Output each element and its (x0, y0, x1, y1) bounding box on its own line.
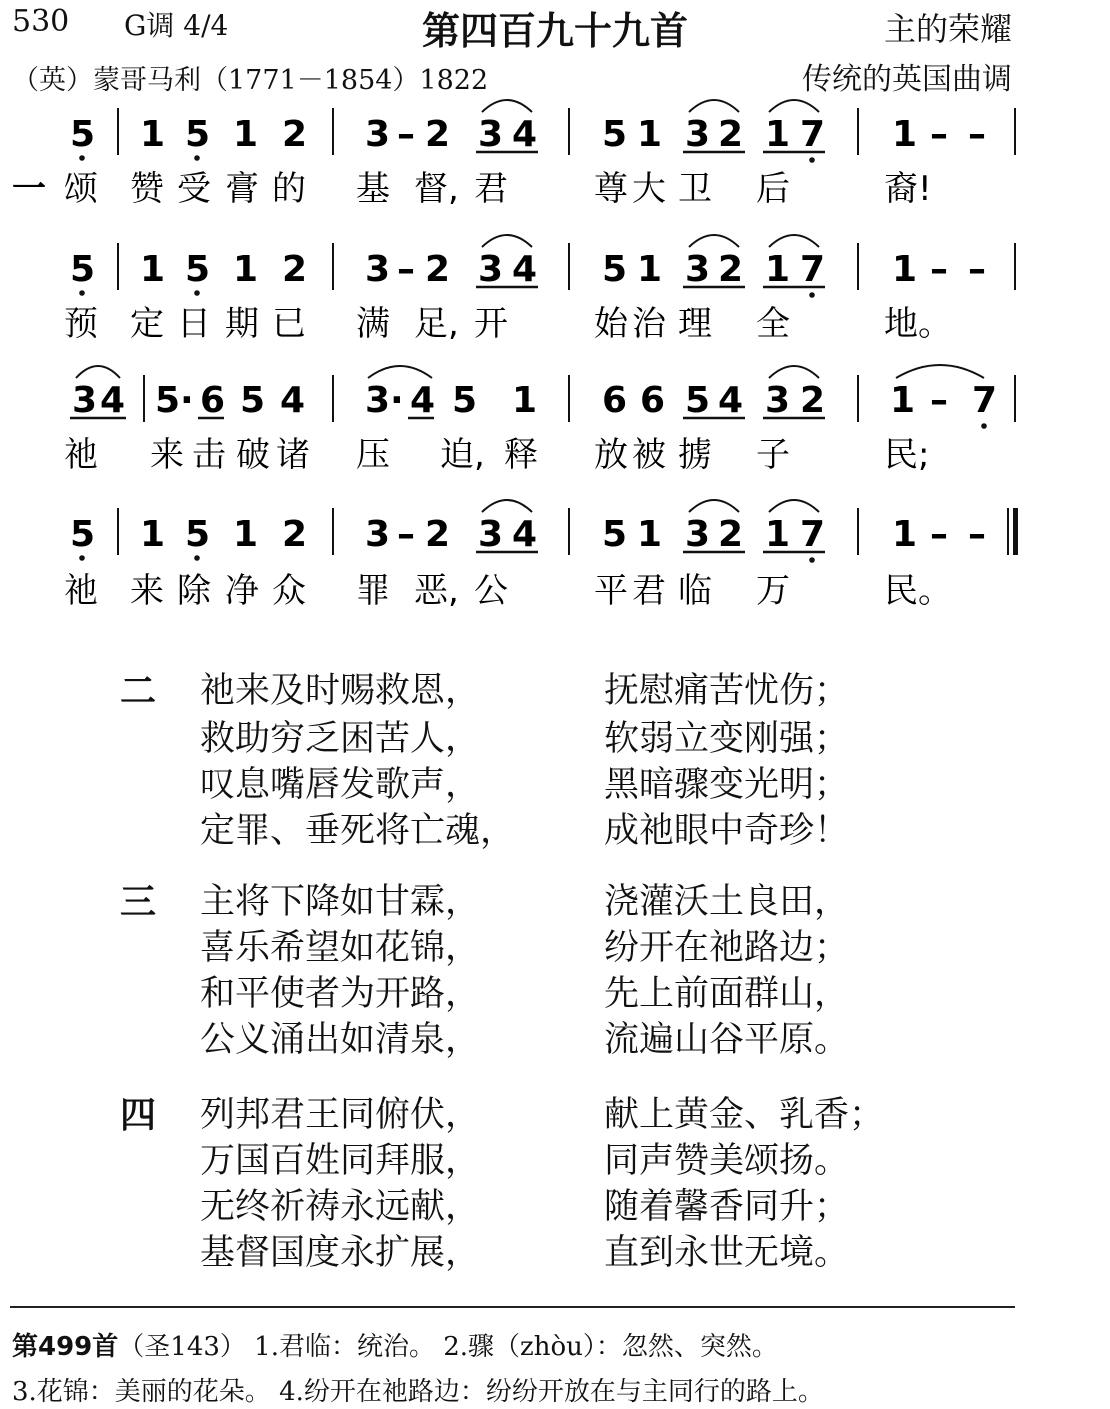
lyric-syllable: 期 (225, 304, 259, 344)
footnote-divider (10, 1306, 1015, 1308)
author-credit: （英）蒙哥马利（1771－1854）1822 (12, 65, 489, 96)
lyric-syllable: 祂 (64, 435, 98, 475)
lyric-syllable: 来 (150, 435, 184, 475)
svg-text:1: 1 (892, 514, 918, 555)
music-line-1 (70, 100, 1015, 163)
verse-line: 定罪、垂死将亡魂， (200, 811, 516, 851)
lyric-syllable: 众 (272, 571, 306, 611)
lyric-syllable: 君 (632, 571, 666, 611)
lyric-syllable: 的 (272, 169, 306, 209)
svg-text:5: 5 (70, 249, 96, 290)
svg-text:5: 5 (155, 380, 181, 421)
lyric-syllable: 颂 (64, 169, 98, 209)
svg-text:3: 3 (365, 514, 391, 555)
svg-text:6: 6 (200, 380, 226, 421)
verse-line: 无终祈祷永远献， (200, 1187, 481, 1227)
svg-text:2: 2 (425, 249, 451, 290)
svg-text:1: 1 (765, 114, 791, 155)
lyric-syllable: 击 (192, 435, 226, 475)
hymn-page-number: 530 (12, 4, 70, 39)
svg-text:4: 4 (100, 380, 126, 421)
verse-line: 祂来及时赐救恩， (200, 671, 481, 711)
lyric-syllable: 受 (177, 169, 211, 209)
footnote-line-2: 3.花锦：美丽的花朵。 4.纷开在祂路边：纷纷开放在与主同行的路上。 (12, 1377, 824, 1407)
svg-text:5: 5 (602, 114, 628, 155)
svg-text:1: 1 (233, 249, 259, 290)
footnote-text: （圣143） 1.君临：统治。 2.骤（zhòu）：忽然、突然。 (118, 1332, 778, 1362)
music-line-3 (70, 365, 1015, 429)
svg-text:–: – (930, 114, 948, 155)
footnote-line-1 (12, 1326, 778, 1363)
svg-text:·: · (390, 380, 404, 421)
verse-number: 三 (120, 882, 157, 923)
verse-line: 软弱立变刚强； (604, 719, 850, 759)
svg-text:5: 5 (185, 514, 211, 555)
lyric-syllable: 诸 (276, 435, 310, 475)
svg-text:3: 3 (365, 114, 391, 155)
svg-text:7: 7 (800, 114, 826, 155)
svg-text:7: 7 (800, 249, 826, 290)
lyric-syllable: 净 (225, 571, 259, 611)
svg-text:2: 2 (718, 249, 744, 290)
verse-line: 和平使者为开路， (200, 974, 481, 1014)
svg-text:5: 5 (602, 249, 628, 290)
lyric-syllable: 治 (632, 304, 666, 344)
tune-credit: 传统的英国曲调 (802, 62, 1012, 97)
verse-line: 先上前面群山， (604, 974, 850, 1014)
lyric-syllable: 赞 (130, 169, 164, 209)
svg-text:2: 2 (425, 114, 451, 155)
lyric-syllable: 罪 (356, 571, 390, 611)
verse-line: 随着馨香同升； (604, 1187, 850, 1227)
lyric-syllable: 破 (236, 435, 270, 475)
music-line-2 (70, 235, 1015, 298)
svg-text:3: 3 (478, 514, 504, 555)
verse-line: 万国百姓同拜服， (200, 1141, 481, 1181)
verse-line: 黑暗骤变光明； (604, 765, 850, 805)
svg-text:6: 6 (602, 380, 628, 421)
svg-text:1: 1 (892, 114, 918, 155)
svg-text:4: 4 (512, 249, 538, 290)
lyric-syllable: 日 (177, 304, 211, 344)
lyric-syllable: 万 (756, 571, 790, 611)
svg-text:5: 5 (685, 380, 711, 421)
svg-text:1: 1 (140, 514, 166, 555)
lyrics-line-1 (64, 169, 932, 209)
svg-text:1: 1 (765, 514, 791, 555)
svg-text:1: 1 (890, 380, 916, 421)
svg-text:3: 3 (685, 514, 711, 555)
svg-text:3: 3 (478, 249, 504, 290)
verse-line: 浇灌沃土良田， (604, 882, 850, 922)
verse-line: 直到永世无境。 (604, 1233, 850, 1273)
lyric-syllable: 基 (356, 169, 390, 209)
verse-number: 二 (120, 671, 157, 712)
stanza-label-one: 一 (12, 169, 46, 209)
lyric-syllable: 除 (177, 571, 211, 611)
svg-text:4: 4 (512, 514, 538, 555)
svg-text:2: 2 (282, 514, 308, 555)
lyrics-line-4 (64, 571, 952, 611)
svg-text:1: 1 (637, 249, 663, 290)
svg-text:5: 5 (70, 514, 96, 555)
verse-line: 基督国度永扩展， (200, 1233, 481, 1273)
svg-text:1: 1 (765, 249, 791, 290)
lyric-syllable: 定 (130, 304, 164, 344)
hymn-title: 第四百九十九首 (421, 9, 688, 53)
svg-text:–: – (968, 114, 986, 155)
lyric-syllable: 卫 (678, 169, 712, 209)
svg-text:3: 3 (478, 114, 504, 155)
verse-line: 流遍山谷平原。 (604, 1020, 850, 1060)
lyric-syllable: 祂 (64, 571, 98, 611)
svg-text:–: – (930, 380, 948, 421)
lyric-syllable: 掳 (678, 435, 712, 475)
svg-text:2: 2 (800, 380, 826, 421)
hymn-subtitle: 主的荣耀 (883, 10, 1012, 48)
svg-text:2: 2 (282, 114, 308, 155)
verse-line: 救助穷乏困苦人， (200, 719, 481, 759)
key-signature: G调 4/4 (124, 9, 229, 42)
svg-text:–: – (397, 249, 415, 290)
lyric-syllable: 满 (356, 304, 390, 344)
verse-line: 献上黄金、乳香； (604, 1095, 885, 1135)
svg-text:–: – (968, 249, 986, 290)
verse-line: 列邦君王同俯伏， (200, 1095, 481, 1135)
svg-text:–: – (930, 514, 948, 555)
svg-text:5: 5 (70, 114, 96, 155)
svg-text:5: 5 (185, 249, 211, 290)
lyric-syllable: 放 (594, 435, 628, 475)
lyric-syllable: 恶, (414, 571, 459, 611)
lyric-syllable: 足, (414, 304, 459, 344)
lyric-syllable: 膏 (225, 169, 259, 209)
svg-text:–: – (397, 514, 415, 555)
svg-text:4: 4 (512, 114, 538, 155)
verse-line: 抚慰痛苦忧伤； (604, 671, 850, 711)
svg-text:1: 1 (637, 114, 663, 155)
svg-text:7: 7 (972, 380, 998, 421)
svg-text:4: 4 (718, 380, 744, 421)
verse-line: 主将下降如甘霖， (200, 882, 481, 922)
music-score (0, 0, 1110, 650)
svg-text:6: 6 (640, 380, 666, 421)
lyrics-line-3 (64, 435, 929, 475)
lyric-syllable: 君 (474, 169, 508, 209)
svg-text:3: 3 (365, 380, 391, 421)
lyric-syllable: 全 (756, 304, 790, 344)
svg-text:–: – (397, 114, 415, 155)
svg-text:2: 2 (718, 114, 744, 155)
svg-text:–: – (968, 514, 986, 555)
svg-text:1: 1 (233, 514, 259, 555)
lyric-syllable: 迫, (440, 435, 485, 475)
lyric-syllable: 尊 (594, 169, 628, 209)
lyric-syllable: 民。 (884, 571, 952, 611)
lyric-syllable: 被 (632, 435, 666, 475)
svg-text:1: 1 (512, 380, 538, 421)
svg-text:2: 2 (282, 249, 308, 290)
lyric-syllable: 压 (356, 435, 390, 475)
music-line-4 (70, 500, 1018, 563)
svg-text:5: 5 (452, 380, 478, 421)
svg-text:1: 1 (140, 114, 166, 155)
svg-text:–: – (930, 249, 948, 290)
verse-line: 公义涌出如清泉， (200, 1020, 481, 1060)
svg-text:1: 1 (637, 514, 663, 555)
lyric-syllable: 理 (678, 304, 712, 344)
verse-line: 喜乐希望如花锦， (200, 928, 481, 968)
lyric-syllable: 后 (756, 169, 790, 209)
svg-text:1: 1 (233, 114, 259, 155)
svg-text:7: 7 (800, 514, 826, 555)
lyric-syllable: 子 (756, 435, 790, 475)
svg-text:4: 4 (410, 380, 436, 421)
lyric-syllable: 已 (272, 304, 306, 344)
svg-text:5: 5 (602, 514, 628, 555)
lyric-syllable: 大 (632, 169, 666, 209)
verse-line: 纷开在祂路边； (604, 928, 850, 968)
lyric-syllable: 民; (884, 435, 930, 475)
svg-text:5: 5 (240, 380, 266, 421)
svg-text:3: 3 (685, 114, 711, 155)
lyric-syllable: 裔! (884, 169, 932, 209)
lyric-syllable: 平 (594, 571, 628, 611)
svg-text:3: 3 (72, 380, 98, 421)
svg-text:1: 1 (892, 249, 918, 290)
lyric-syllable: 预 (64, 304, 98, 344)
lyrics-line-2 (64, 304, 952, 344)
svg-text:5: 5 (185, 114, 211, 155)
verse-line: 同声赞美颂扬。 (604, 1141, 850, 1181)
svg-text:2: 2 (718, 514, 744, 555)
hymn-reference: 第499首 (12, 1332, 119, 1362)
svg-text:2: 2 (425, 514, 451, 555)
lyric-syllable: 地。 (884, 304, 952, 344)
lyric-syllable: 始 (594, 304, 628, 344)
svg-text:3: 3 (765, 380, 791, 421)
verse-number: 四 (120, 1095, 157, 1136)
verse-line: 成祂眼中奇珍！ (604, 811, 850, 851)
lyric-syllable: 督, (414, 169, 459, 209)
lyric-syllable: 公 (474, 571, 508, 611)
lyric-syllable: 释 (504, 435, 538, 475)
svg-text:1: 1 (140, 249, 166, 290)
lyric-syllable: 开 (474, 304, 508, 344)
lyric-syllable: 临 (678, 571, 712, 611)
svg-text:3: 3 (685, 249, 711, 290)
svg-text:3: 3 (365, 249, 391, 290)
svg-text:4: 4 (280, 380, 306, 421)
lyric-syllable: 来 (130, 571, 164, 611)
verse-line: 叹息嘴唇发歌声， (200, 765, 481, 805)
svg-text:·: · (180, 380, 194, 421)
